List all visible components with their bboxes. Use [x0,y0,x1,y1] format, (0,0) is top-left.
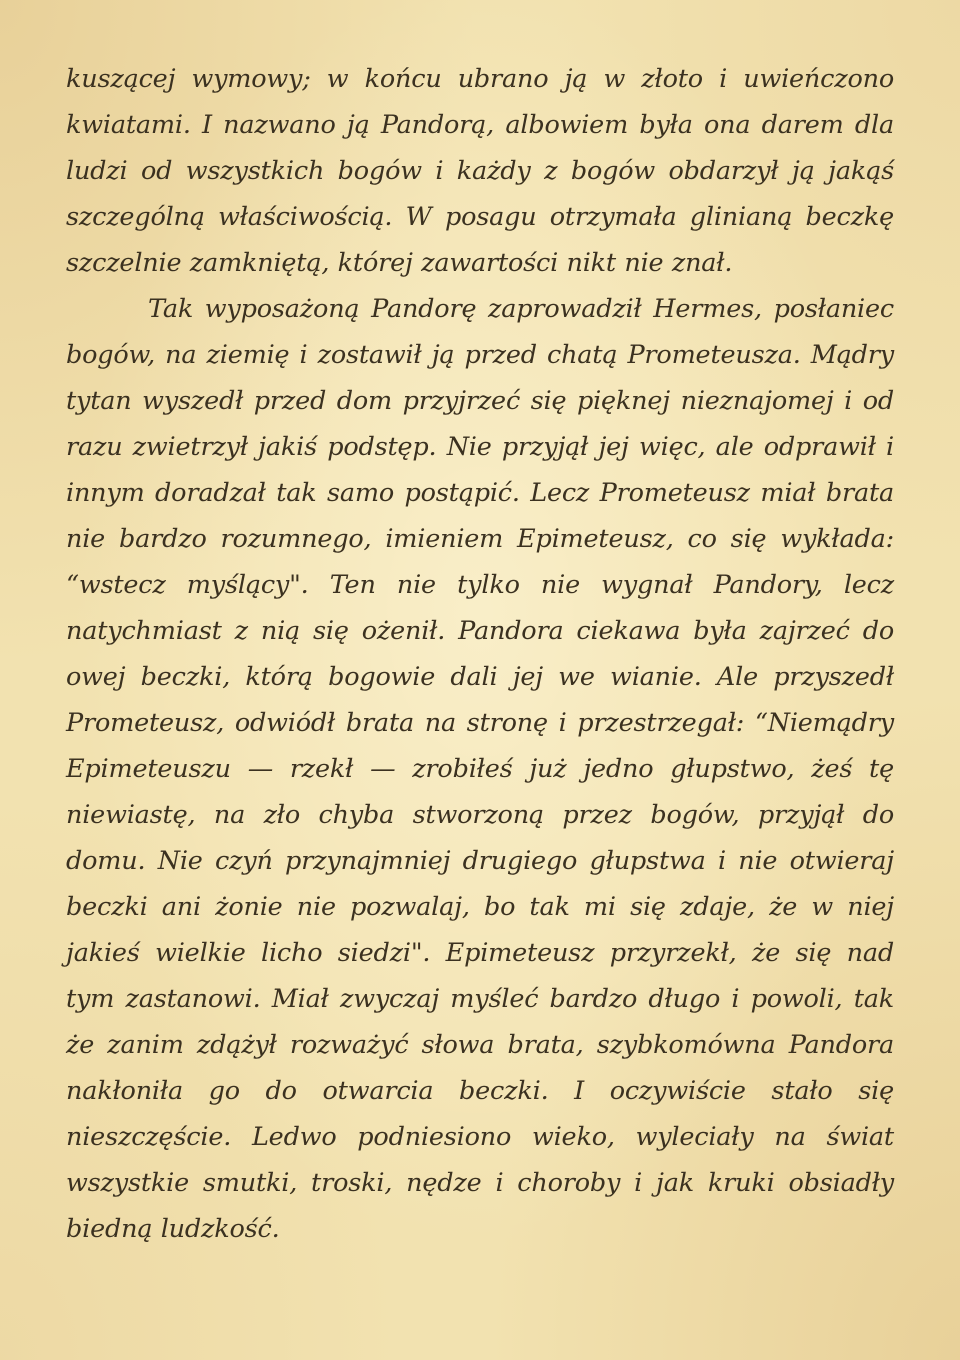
document-body [66,56,894,1252]
paragraph-2: Tak wyposażoną Pandorę zaprowadził Hermes, posłaniec bogów, na ziemię i zostawił ją przed chatą Prometeusza. Mądry tytan wyszedł przed dom przyjrzeć się pięknej nieznajomej i od razu zwietrzył jakiś podstęp. Nie przyjął jej więc, ale odprawił i innym doradzał tak samo postąpić. Lecz Prometeusz miał brata nie bardzo rozumnego, imieniem Epimeteusz, co się wykłada: “wstecz myślący". Ten nie tylko nie wygnał Pandory, lecz natychmiast z nią się ożenił. Pandora ciekawa była zajrzeć do owej beczki, którą bogowie dali jej we wianie. Ale przyszedł Prometeusz, odwiódł brata na stronę i przestrzegał: “Niemądry Epimeteuszu — rzekł — zrobiłeś już jedno głupstwo, żeś tę niewiastę, na zło chyba stworzoną przez bogów, przyjął do domu. Nie czyń przynajmniej drugiego głupstwa i nie otwieraj beczki ani żonie nie pozwalaj, bo tak mi się zdaje, że w niej jakieś wielkie licho siedzi". Epimeteusz przyrzekł, że się nad tym zastanowi. Miał zwyczaj myśleć bardzo długo i powoli, tak że zanim zdążył rozważyć słowa brata, szybkomówna Pandora nakłoniła go do otwarcia beczki. I oczywiście stało się nieszczęście. Ledwo podniesiono wieko, wyleciały na świat wszystkie smutki, troski, nędze i choroby i jak kruki obsiadły biedną ludzkość. [66,294,894,1244]
paragraph-1: kuszącej wymowy; w końcu ubrano ją w złoto i uwieńczono kwiatami. I nazwano ją Pandorą, albowiem była ona darem dla ludzi od wszystkich bogów i każdy z bogów obdarzył ją jakąś szczególną właściwością. W posagu otrzymała glinianą beczkę szczelnie zamkniętą, której zawartości nikt nie znał. [66,64,894,278]
